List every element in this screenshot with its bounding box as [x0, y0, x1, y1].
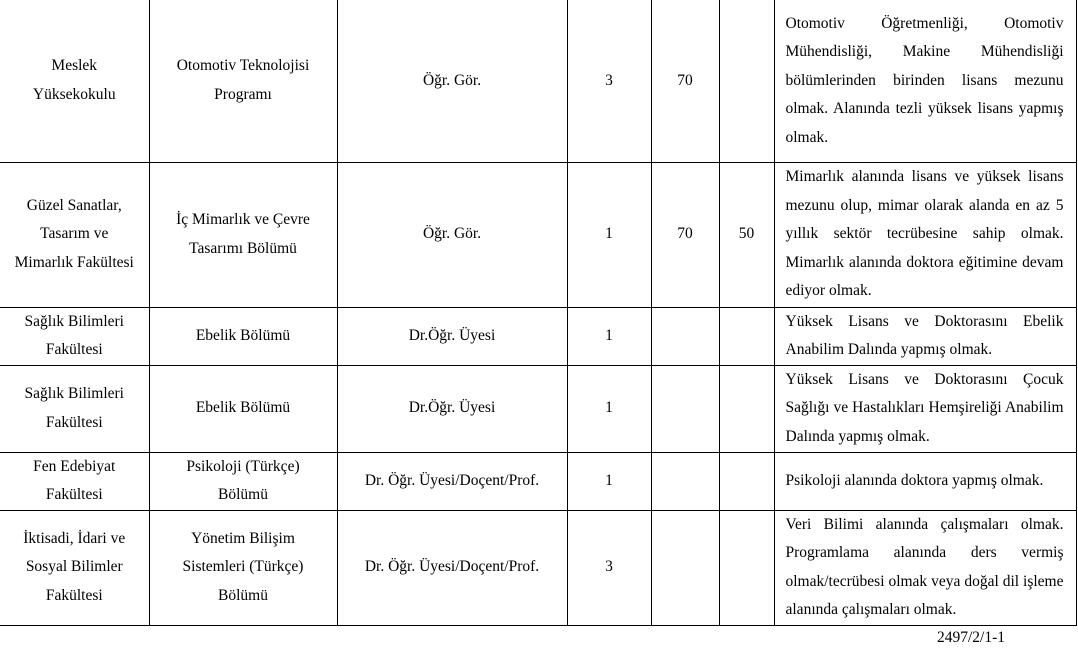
requirement-cell: Yüksek Lisans ve Doktorasını Çocuk Sağlığı ve Hastalıkları Hemşireliği Anabilim Dalında yapmış olmak. [774, 365, 1076, 452]
count-cell: 3 [567, 0, 651, 162]
count-cell: 1 [567, 307, 651, 365]
count-cell: 1 [567, 162, 651, 307]
requirement-cell: Otomotiv Öğretmenliği, Otomotiv Mühendisliği, Makine Mühendisliği bölümlerinden birinden lisans mezunu olmak. Alanında tezli yüksek lisans yapmış olmak. [774, 0, 1076, 162]
department-cell: Otomotiv Teknolojisi Programı [149, 0, 337, 162]
score-cell [651, 307, 719, 365]
faculty-cell: İktisadi, İdari ve Sosyal Bilimler Fakültesi [0, 510, 149, 625]
title-cell: Öğr. Gör. [337, 162, 567, 307]
title-cell: Dr. Öğr. Üyesi/Doçent/Prof. [337, 452, 567, 510]
requirement-cell: Yüksek Lisans ve Doktorasını Ebelik Anabilim Dalında yapmış olmak. [774, 307, 1076, 365]
faculty-cell: Güzel Sanatlar, Tasarım ve Mimarlık Fakültesi [0, 162, 149, 307]
department-cell: Ebelik Bölümü [149, 307, 337, 365]
table-row [0, 365, 1076, 452]
score-cell-2 [719, 510, 774, 625]
score-cell-2 [719, 0, 774, 162]
count-cell: 1 [567, 365, 651, 452]
score-cell: 70 [651, 162, 719, 307]
score-cell [651, 365, 719, 452]
score-cell [651, 452, 719, 510]
requirement-cell: Veri Bilimi alanında çalışmaları olmak. Programlama alanında ders vermiş olmak/tecrübesi olmak veya doğal dil işleme alanında çalışmaları olmak. [774, 510, 1076, 625]
title-cell: Öğr. Gör. [337, 0, 567, 162]
table-row [0, 0, 1076, 162]
document-code: 2497/2/1-1 [936, 629, 1005, 646]
faculty-cell: Fen Edebiyat Fakültesi [0, 452, 149, 510]
score-cell: 70 [651, 0, 719, 162]
faculty-cell: Sağlık Bilimleri Fakültesi [0, 365, 149, 452]
score-cell-2 [719, 365, 774, 452]
score-cell-2: 50 [719, 162, 774, 307]
department-cell: Ebelik Bölümü [149, 365, 337, 452]
faculty-cell: Meslek Yüksekokulu [0, 0, 149, 162]
title-cell: Dr.Öğr. Üyesi [337, 365, 567, 452]
score-cell-2 [719, 307, 774, 365]
requirement-cell: Mimarlık alanında lisans ve yüksek lisans mezunu olup, mimar olarak alanda en az 5 yıllık sektör tecrübesine sahip olmak. Mimarlık alanında doktora eğitimine devam ediyor olmak. [774, 162, 1076, 307]
score-cell [651, 510, 719, 625]
score-cell-2 [719, 452, 774, 510]
department-cell: Psikoloji (Türkçe) Bölümü [149, 452, 337, 510]
count-cell: 3 [567, 510, 651, 625]
requirement-cell: Psikoloji alanında doktora yapmış olmak. [774, 452, 1076, 510]
faculty-cell: Sağlık Bilimleri Fakültesi [0, 307, 149, 365]
table-row [0, 452, 1076, 510]
department-cell: İç Mimarlık ve Çevre Tasarımı Bölümü [149, 162, 337, 307]
title-cell: Dr.Öğr. Üyesi [337, 307, 567, 365]
department-cell: Yönetim Bilişim Sistemleri (Türkçe) Bölümü [149, 510, 337, 625]
count-cell: 1 [567, 452, 651, 510]
table-row [0, 307, 1076, 365]
title-cell: Dr. Öğr. Üyesi/Doçent/Prof. [337, 510, 567, 625]
table-row [0, 510, 1076, 625]
table-row [0, 162, 1076, 307]
